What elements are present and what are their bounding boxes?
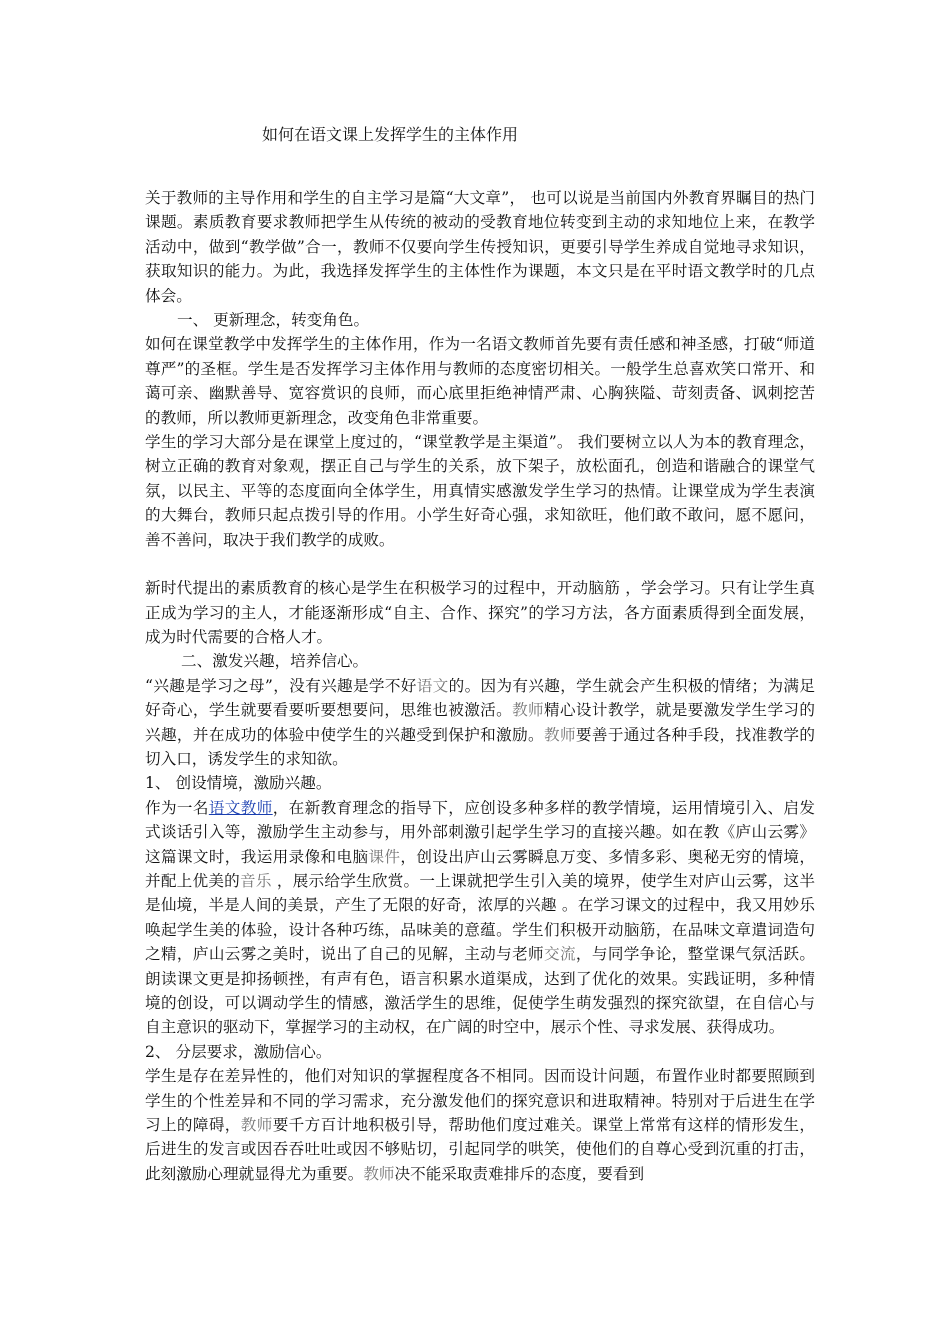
- paragraph-layered: 学生是存在差异性的，他们对知识的掌握程度各不相同。因而设计问题，布置作业时都要照顾到学生的个性差异和不同的学习需求，充分激发他们的探究意识和进取精神。特别对于后进生在学习上的障碍，教师要千方百计地积极引导，帮助他们度过难关。课堂上常常有这样的情形发生，后进生的发言或因吞吞吐吐或因不够贴切，引起同学的哄笑，使他们的自尊心受到沉重的打击，此刻激励心理就显得尤为重要。教师决不能采取责难排斥的态度，要看到: [145, 1067, 815, 1183]
- keyword-communication: 交流: [544, 945, 576, 964]
- section-heading-2: 二、激发兴趣，培养信心。: [181, 652, 369, 671]
- document-title: 如何在语文课上发挥学生的主体作用: [262, 125, 519, 144]
- keyword-teacher: 教师: [363, 1164, 395, 1183]
- keyword-teacher: 教师: [544, 725, 576, 744]
- paragraph-classroom: 学生的学习大部分是在课堂上度过的，“课堂教学是主渠道”。 我们要树立以人为本的教育理念，树立正确的教育对象观，摆正自己与学生的关系，放下架子，放松面孔，创造和谐融合的课堂气氛，以民主、平等的态度面向全体学生，用真情实感激发学生学习的热情。让课堂成为学生表演的大舞台，教师只起点拨引导的作用。小学生好奇心强，求知欲旺，他们敢不敢问，愿不愿问，善不善问，取决于我们教学的成败。: [145, 433, 815, 549]
- paragraph-role: 如何在课堂教学中发挥学生的主体作用，作为一名语文教师首先要有责任感和神圣感，打破“师道尊严”的圣框。学生是否发挥学习主体作用与教师的态度密切相关。一般学生总喜欢笑口常开、和蔼可亲、幽默善导、宽容赏识的良师，而心底里拒绝神情严肃、心胸狭隘、苛刻责备、讽刺挖苦的教师，所以教师更新理念，改变角色非常重要。: [145, 335, 815, 427]
- blank-line: [145, 552, 815, 576]
- paragraph-intro: 关于教师的主导作用和学生的自主学习是篇“大文章”， 也可以说是当前国内外教育界瞩目的热门课题。素质教育要求教师把学生从传统的被动的受教育地位转变到主动的求知地位上来，在教学活动中，做到“教学做”合一，教师不仅要向学生传授知识，更要引导学生养成自觉地寻求知识，获取知识的能力。为此，我选择发挥学生的主体性作为课题，本文只是在平时语文教学时的几点体会。: [145, 189, 815, 305]
- paragraph-quality-education: 新时代提出的素质教育的核心是学生在积极学习的过程中，开动脑筋 ，学会学习。只有让学生真正成为学习的主人，才能逐渐形成“自主、合作、探究”的学习方法，各方面素质得到全面发展，成为时代需要的合格人才。: [145, 579, 815, 646]
- keyword-chinese: 语文: [416, 676, 449, 695]
- paragraph-interest: “兴趣是学习之母”，没有兴趣是学不好语文的。因为有兴趣，学生就会产生积极的情绪；为满足好奇心，学生就要看要听要想要问，思维也被激活。教师精心设计教学，就是要激发学生学习的兴趣，并在成功的体验中使学生的兴趣受到保护和激励。教师要善于通过各种手段，找准教学的切入口，诱发学生的求知欲。: [145, 676, 815, 768]
- keyword-courseware: 课件: [368, 847, 401, 866]
- chinese-teacher-link[interactable]: 语文教师: [208, 798, 273, 817]
- subheading-1: 1、 创设情境，激励兴趣。: [145, 774, 332, 793]
- keyword-teacher: 教师: [240, 1116, 273, 1135]
- document-page: [145, 124, 815, 1186]
- section-heading-1: 一、 更新理念，转变角色。: [177, 311, 370, 330]
- subheading-2: 2、 分层要求，激励信心。: [145, 1042, 332, 1061]
- paragraph-situation: 作为一名语文教师，在新教育理念的指导下，应创设多种多样的教学情境，运用情境引入、启发式谈话引入等，激励学生主动参与，用外部刺激引起学生学习的直接兴趣。如在教《庐山云雾》这篇课文时，我运用录像和电脑课件，创设出庐山云雾瞬息万变、多情多彩、奥秘无穷的情境，并配上优美的音乐 ，展示给学生欣赏。一上课就把学生引入美的境界，使学生对庐山云雾，这半是仙境，半是人间的美景，产生了无限的好奇，浓厚的兴趣 。在学习课文的过程中，我又用妙乐唤起学生美的体验，设计各种巧练，品味美的意蕴。学生们积极开动脑筋，在品味文章遣词造句之精，庐山云雾之美时，说出了自己的见解，主动与老师交流，与同学争论，整堂课气氛活跃。朗读课文更是抑扬顿挫，有声有色，语言积累水道渠成，达到了优化的效果。实践证明，多种情境的创设，可以调动学生的情感，激活学生的思维，促使学生萌发强烈的探究欲望，在自信心与自主意识的驱动下，掌握学习的主动权，在广阔的时空中，展示个性、寻求发展、获得成功。: [145, 798, 815, 1037]
- keyword-music: 音乐: [240, 871, 272, 890]
- keyword-teacher: 教师: [512, 701, 545, 720]
